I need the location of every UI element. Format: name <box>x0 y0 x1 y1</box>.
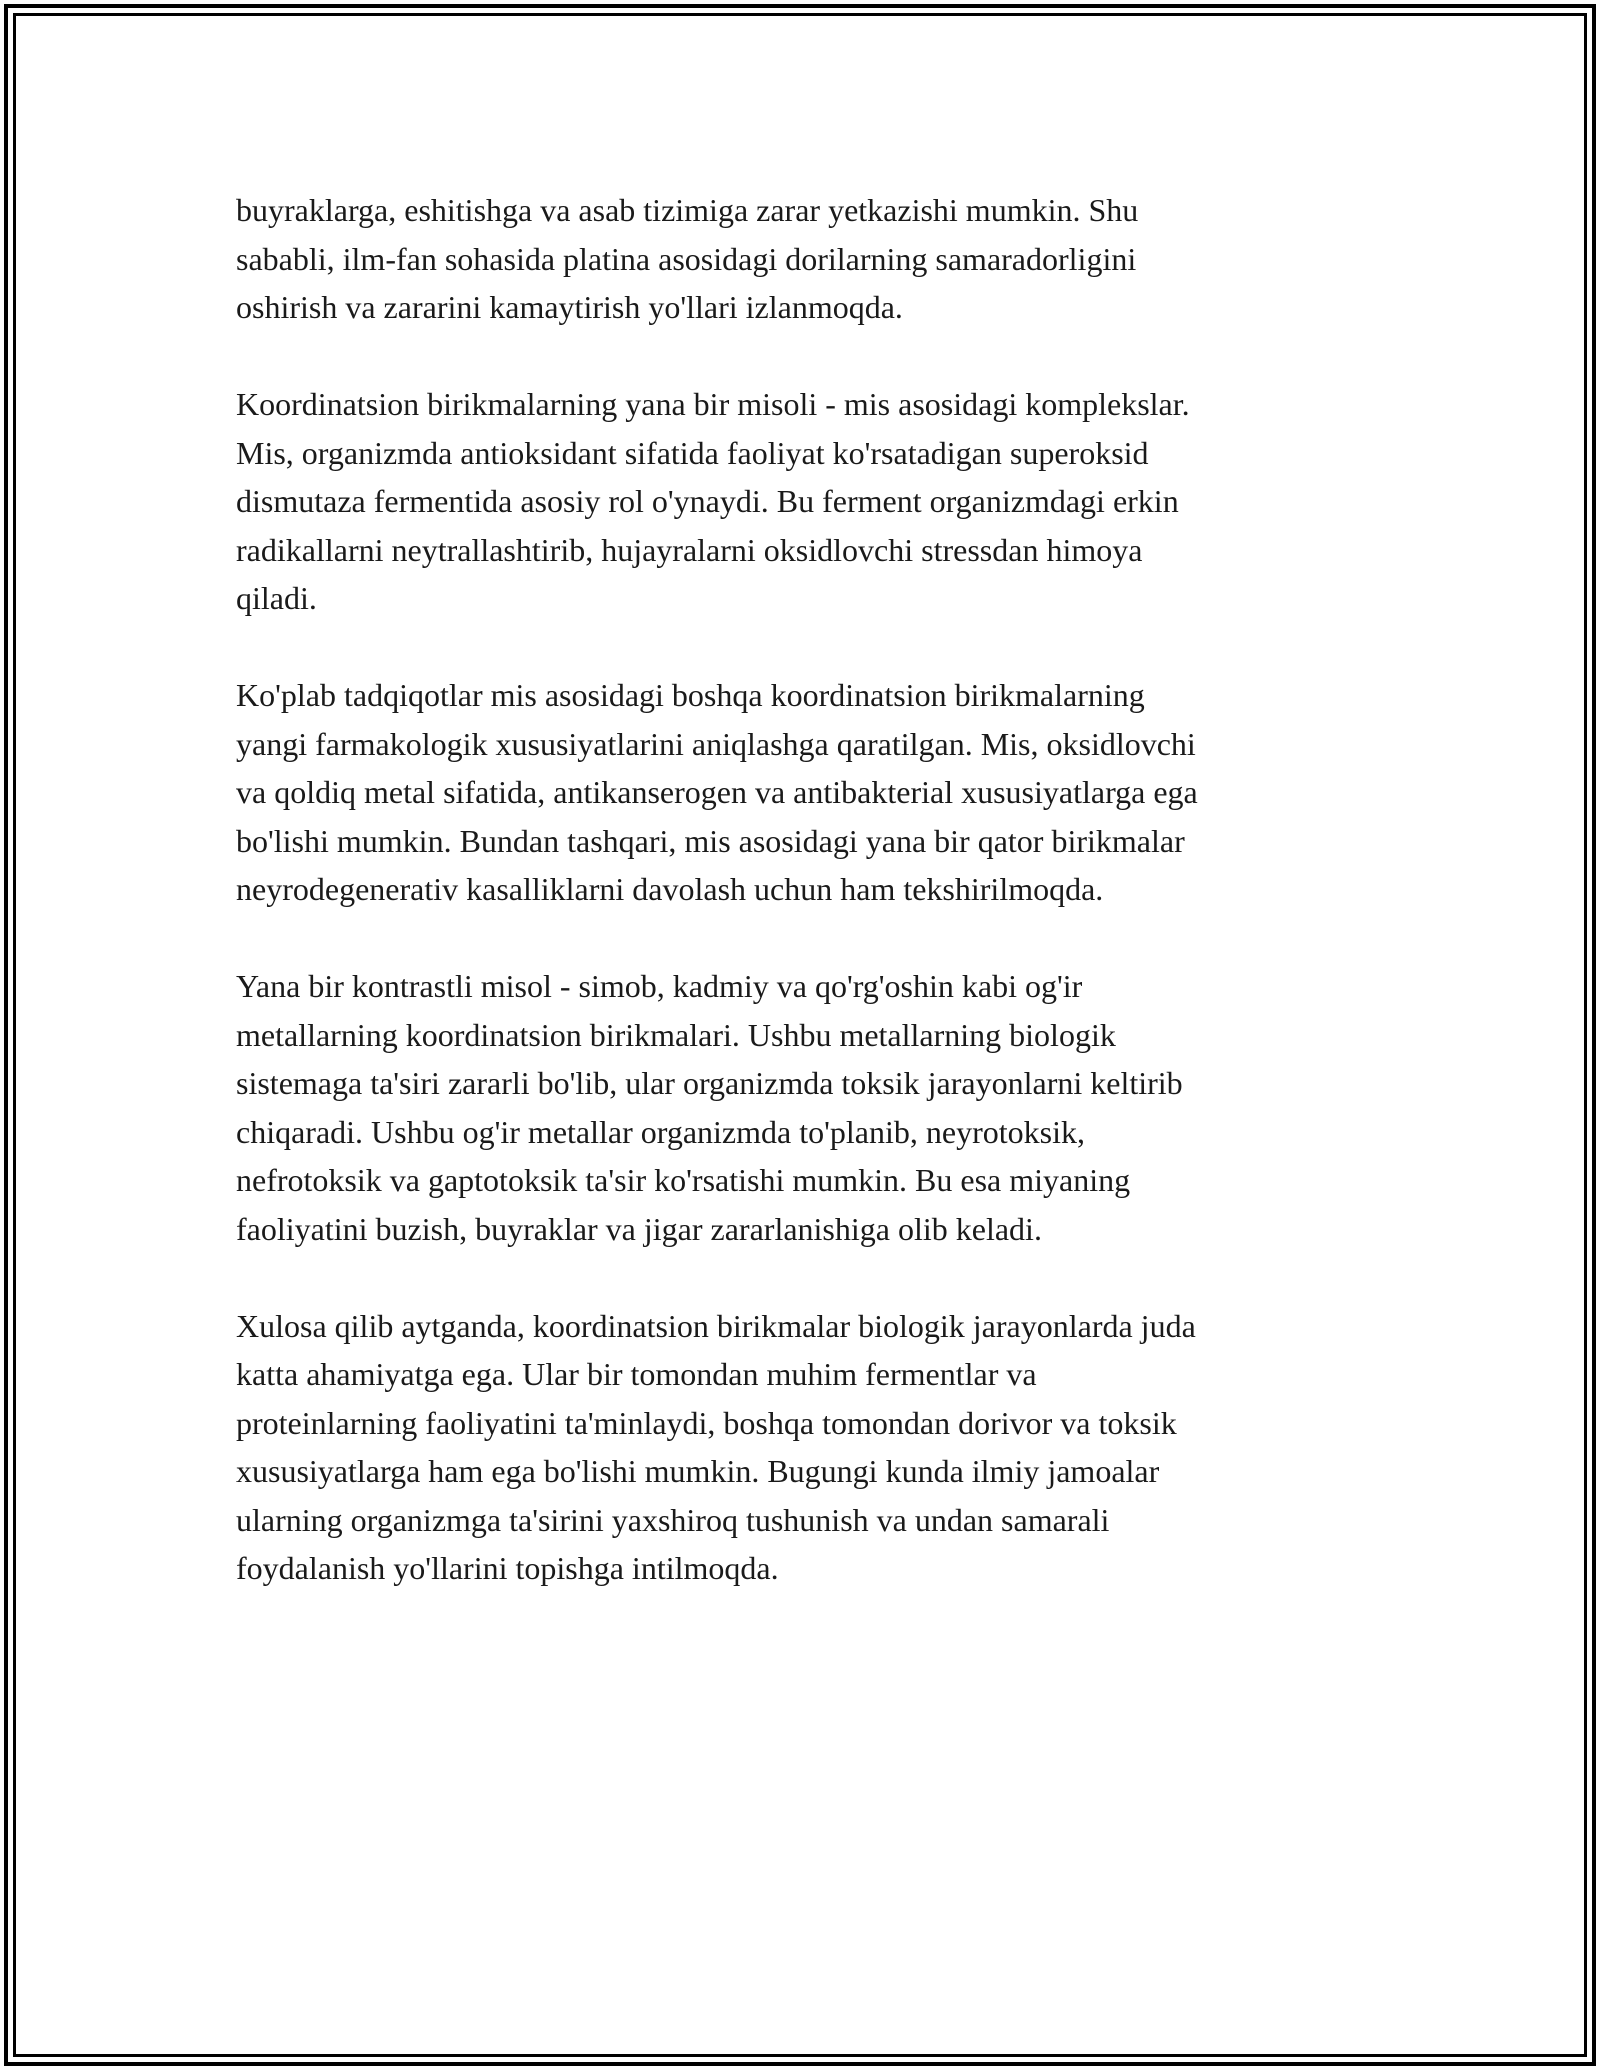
paragraph-3 <box>236 671 1376 914</box>
text-line: va qoldiq metal sifatida, antikanserogen va antibakterial xususiyatlarga ega <box>236 774 1198 810</box>
text-line: chiqaradi. Ushbu og'ir metallar organizmda to'planib, neyrotoksik, <box>236 1113 1085 1150</box>
text-line: katta ahamiyatga ega. Ular bir tomondan muhim fermentlar va <box>236 1356 1037 1392</box>
text-line: proteinlarning faoliyatini ta'minlaydi, boshqa tomondan dorivor va toksik <box>236 1404 1177 1441</box>
text-line: sababli, ilm-fan sohasida platina asosidagi dorilarning samaradorligini <box>236 240 1137 277</box>
text-line: Xulosa qilib aytganda, koordinatsion birikmalar biologik jarayonlarda juda <box>236 1307 1196 1344</box>
text-line: yangi farmakologik xususiyatlarini aniqlashga qaratilgan. Mis, oksidlovchi <box>236 725 1196 762</box>
text-line: ularning organizmga ta'sirini yaxshiroq tushunish va undan samarali <box>236 1501 1110 1538</box>
paragraph-5 <box>236 1302 1376 1593</box>
text-line: bo'lishi mumkin. Bundan tashqari, mis asosidagi yana bir qator birikmalar <box>236 822 1185 859</box>
document-body <box>236 186 1376 1641</box>
text-line: Yana bir kontrastli misol - simob, kadmiy va qo'rg'oshin kabi og'ir <box>236 968 1083 1004</box>
text-line: buyraklarga, eshitishga va asab tizimiga zarar yetkazishi mumkin. Shu <box>236 192 1139 228</box>
text-line: Ko'plab tadqiqotlar mis asosidagi boshqa koordinatsion birikmalarning <box>236 677 1145 713</box>
text-line: dismutaza fermentida asosiy rol o'ynaydi. Bu ferment organizmdagi erkin <box>236 483 1179 519</box>
paragraph-4 <box>236 962 1376 1253</box>
text-line: oshirish va zararini kamaytirish yo'llari izlanmoqda. <box>236 289 903 325</box>
text-line: nefrotoksik va gaptotoksik ta'sir ko'rsatishi mumkin. Bu esa miyaning <box>236 1162 1131 1198</box>
text-line: Mis, organizmda antioksidant sifatida faoliyat ko'rsatadigan superoksid <box>236 434 1149 471</box>
paragraph-2 <box>236 380 1376 623</box>
text-line: faoliyatini buzish, buyraklar va jigar zararlanishiga olib keladi. <box>236 1210 1042 1247</box>
text-line: foydalanish yo'llarini topishga intilmoqda. <box>236 1550 779 1586</box>
text-line: xususiyatlarga ham ega bo'lishi mumkin. Bugungi kunda ilmiy jamoalar <box>236 1453 1160 1489</box>
text-line: sistemaga ta'siri zararli bo'lib, ular organizmda toksik jarayonlarni keltirib <box>236 1065 1183 1101</box>
text-line: radikallarni neytrallashtirib, hujayralarni oksidlovchi stressdan himoya <box>236 531 1143 568</box>
text-line: metallarning koordinatsion birikmalari. Ushbu metallarning biologik <box>236 1016 1116 1053</box>
text-line: qiladi. <box>236 580 317 616</box>
text-line: Koordinatsion birikmalarning yana bir misoli - mis asosidagi komplekslar. <box>236 386 1190 422</box>
text-line: neyrodegenerativ kasalliklarni davolash uchun ham tekshirilmoqda. <box>236 871 1104 907</box>
paragraph-1 <box>236 186 1376 332</box>
